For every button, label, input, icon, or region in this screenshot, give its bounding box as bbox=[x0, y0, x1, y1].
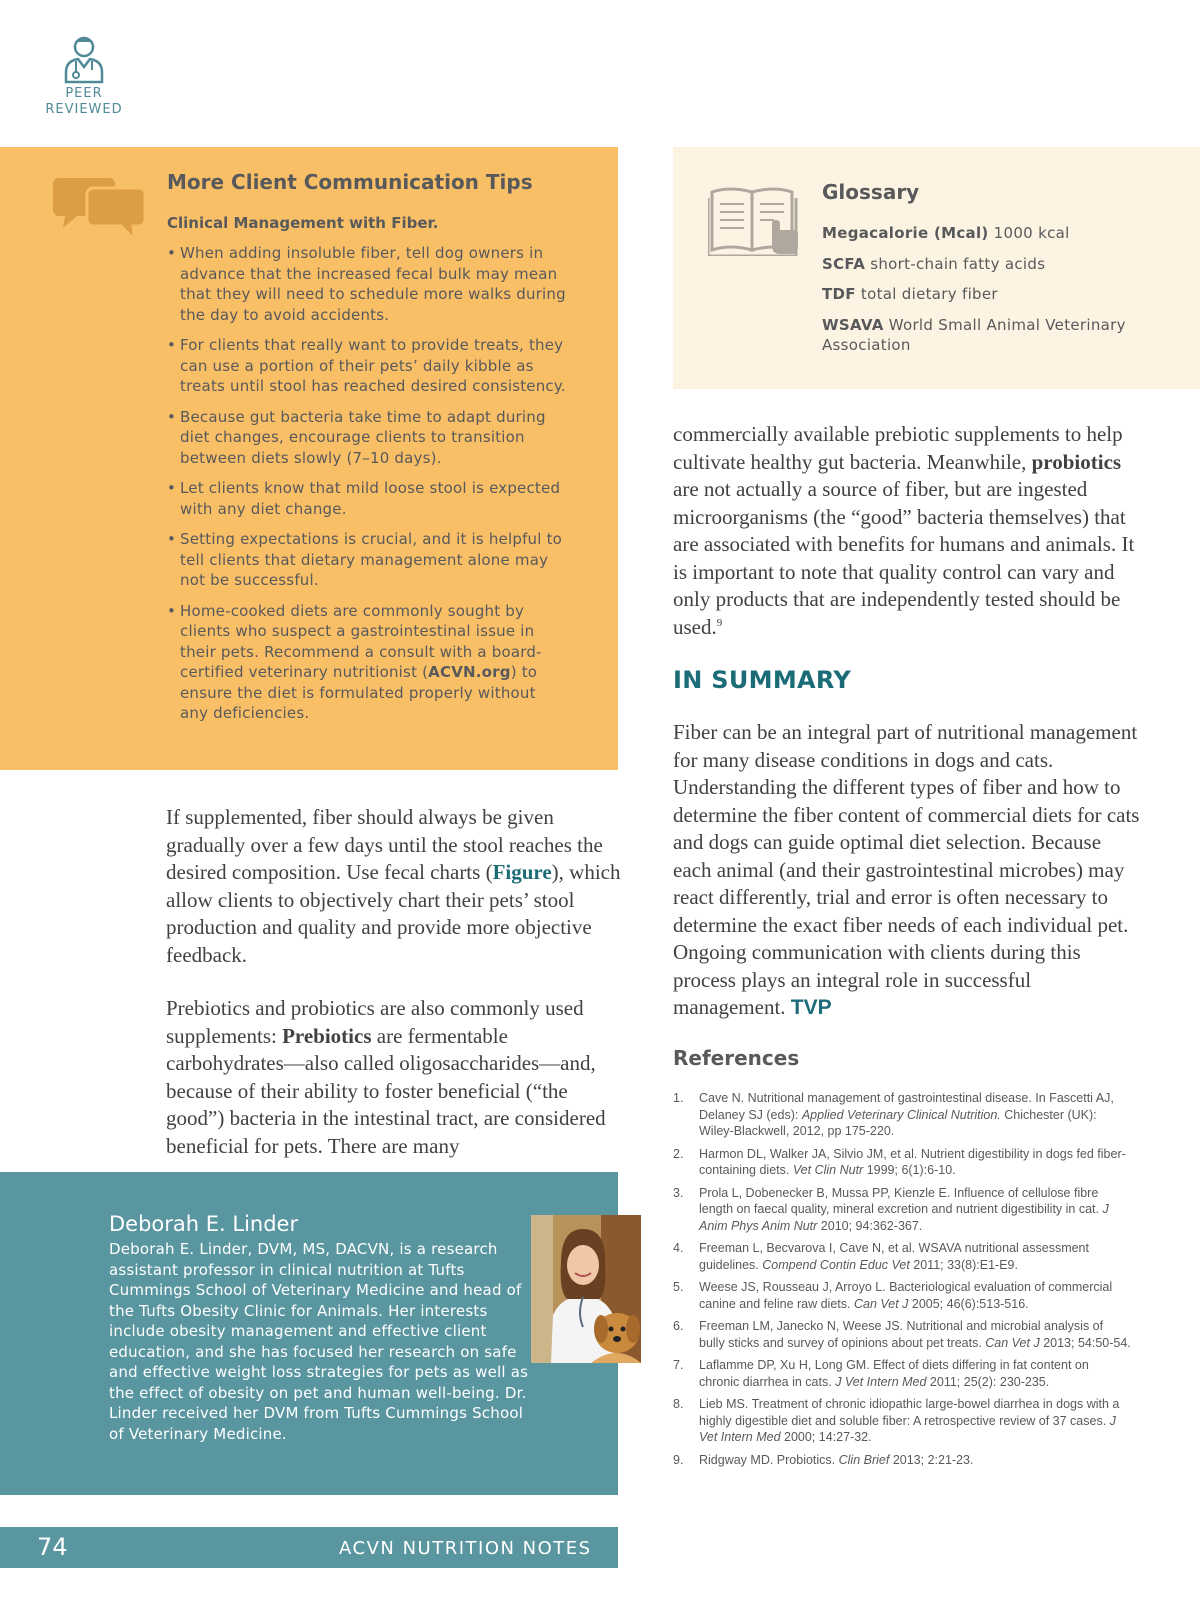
reference-journal: Can Vet J bbox=[853, 1296, 909, 1311]
reference-text: Freeman L, Becvarova I, Cave N, et al. WSAVA nutritional assessment guidelines. bbox=[699, 1241, 1089, 1272]
reference-journal: J Vet Intern Med bbox=[835, 1374, 927, 1389]
bullet: • bbox=[167, 479, 177, 497]
reference-journal: Can Vet J bbox=[985, 1335, 1040, 1350]
reference-number: 9. bbox=[673, 1452, 684, 1467]
peer-reviewed-badge bbox=[30, 34, 138, 118]
tip-text: Home-cooked diets are commonly sought by clients who suspect a gastrointestinal issue in their pets. Recommend a consult with a board-certified veterinary nutritionist ( bbox=[180, 601, 542, 681]
reference-item bbox=[673, 1185, 1131, 1235]
bullet: • bbox=[167, 530, 177, 548]
glossary-definition: 1000 kcal bbox=[993, 224, 1070, 242]
glossary-entry bbox=[822, 284, 1172, 305]
reference-journal: Clin Brief bbox=[838, 1452, 890, 1467]
list-item bbox=[167, 601, 567, 724]
reference-text: Freeman LM, Janecko N, Weese JS. Nutritional and microbial analysis of bully sticks and survey of opinions about pet treats. bbox=[699, 1319, 1104, 1350]
reference-journal: J Anim Phys Anim Nutr bbox=[699, 1202, 1109, 1233]
reviewed-label: REVIEWED bbox=[45, 102, 123, 117]
glossary-term: Megacalorie (Mcal) bbox=[822, 224, 989, 242]
reference-item bbox=[673, 1240, 1131, 1273]
tip-text: Let clients know that mild loose stool is expected with any diet change. bbox=[180, 479, 561, 518]
reference-item bbox=[673, 1357, 1131, 1390]
tips-title: More Client Communication Tips bbox=[167, 170, 533, 194]
right-column-text bbox=[673, 421, 1143, 641]
reference-text: 1999; 6(1):6-10. bbox=[863, 1163, 956, 1177]
acvn-link[interactable]: ACVN.org bbox=[428, 663, 511, 681]
footer-title: ACVN NUTRITION NOTES bbox=[339, 1538, 592, 1559]
list-item bbox=[167, 478, 567, 519]
reference-journal: Vet Clin Nutr bbox=[792, 1163, 864, 1177]
paragraph bbox=[673, 719, 1143, 1022]
peer-label: PEER bbox=[65, 86, 103, 101]
glossary-definition: total dietary fiber bbox=[860, 285, 998, 303]
glossary-entry bbox=[822, 315, 1172, 356]
reference-text: Cave N. Nutritional management of gastrointestinal disease. In Fascetti AJ, Delaney SJ (eds): bbox=[699, 1091, 1114, 1122]
reference-text: Chichester (UK): Wiley-Blackwell, 2012, pp 175-220. bbox=[699, 1107, 1097, 1138]
summary-text bbox=[673, 719, 1143, 1022]
glossary-definition: World Small Animal Veterinary Association bbox=[822, 315, 1126, 354]
bullet: • bbox=[167, 244, 177, 262]
text-run: Fiber can be an integral part of nutritional management for many disease conditions in dogs and cats. Understanding the different types of fiber and how to determine the fiber content of commercial diets for cats and dogs can guide optimal diet selection. Because each animal (and their gastrointestinal microbes) may react differently, trial and error is often necessary to determine the exact fiber needs of each individual pet. Ongoing communication with clients during this process plays an integral role in successful management. bbox=[673, 720, 1140, 1019]
page-number: 74 bbox=[37, 1533, 68, 1561]
speech-bubbles-icon bbox=[53, 174, 145, 246]
tvp-end-mark: TVP bbox=[790, 996, 832, 1019]
doctor-icon bbox=[61, 34, 107, 84]
bullet: • bbox=[167, 407, 177, 426]
text-run: ), which allow clients to objectively chart their pets’ stool production and quality and provide more objective feedback. bbox=[166, 860, 621, 967]
reference-text: Lieb MS. Treatment of chronic idiopathic large-bowel diarrhea in dogs with a highly digestible diet and soluble fiber: A retrospective review of 37 cases. bbox=[699, 1397, 1120, 1428]
tips-list bbox=[167, 243, 567, 734]
reference-text: 2011; 25(2): 230-235. bbox=[926, 1374, 1050, 1389]
citation-mark: 9 bbox=[716, 616, 723, 629]
reference-item bbox=[673, 1318, 1131, 1351]
reference-text: Prola L, Dobenecker B, Mussa PP, Kienzle E. Influence of cellulose fibre length on faecal quality, mineral excretion and nutrient digestibility in cat. bbox=[699, 1185, 1103, 1216]
left-column-text bbox=[166, 804, 621, 1186]
reference-text: 2000; 14:27-32. bbox=[780, 1430, 872, 1444]
tips-subtitle: Clinical Management with Fiber. bbox=[167, 214, 439, 232]
tip-text: Because gut bacteria take time to adapt during diet changes, encourage clients to transition between diets slowly (7–10 days). bbox=[180, 407, 546, 467]
reference-text: Laflamme DP, Xu H, Long GM. Effect of diets differing in fat content on chronic diarrhea in cats. bbox=[699, 1358, 1089, 1389]
reference-text: 2013; 2:21-23. bbox=[889, 1452, 974, 1467]
tip-text: Setting expectations is crucial, and it is helpful to tell clients that dietary management alone may not be successful. bbox=[180, 530, 563, 589]
reference-number: 2. bbox=[673, 1146, 684, 1161]
references-heading: References bbox=[673, 1046, 800, 1070]
reference-number: 6. bbox=[673, 1319, 684, 1333]
reference-journal: J Vet Intern Med bbox=[699, 1413, 1116, 1444]
reference-item bbox=[673, 1396, 1131, 1446]
reference-item bbox=[673, 1279, 1131, 1312]
bullet: • bbox=[167, 601, 177, 620]
text-run: If supplemented, fiber should always be given gradually over a few days until the stool reaches the desired composition. Use fecal charts ( bbox=[166, 805, 603, 884]
author-name: Deborah E. Linder bbox=[109, 1212, 299, 1236]
reference-number: 3. bbox=[673, 1185, 684, 1200]
glossary-definition: short-chain fatty acids bbox=[870, 254, 1046, 273]
list-item bbox=[167, 529, 567, 591]
reference-journal: Compend Contin Educ Vet bbox=[762, 1257, 910, 1272]
reference-text: 2005; 46(6):513-516. bbox=[908, 1296, 1029, 1311]
reference-item bbox=[673, 1090, 1131, 1140]
tip-text: For clients that really want to provide treats, they can use a portion of their pets’ daily kibble as treats until stool has reached desired consistency. bbox=[180, 336, 566, 395]
glossary-term: SCFA bbox=[822, 254, 866, 273]
reference-text: Weese JS, Rousseau J, Arroyo L. Bacteriological evaluation of commercial canine and feline raw diets. bbox=[699, 1280, 1113, 1311]
text-run: are not actually a source of fiber, but are ingested microorganisms (the “good” bacteria themselves) that are associated with benefits for humans and animals. It is important to note that quality control can vary and only products that are independently tested should be used. bbox=[673, 477, 1135, 639]
author-bio: Deborah E. Linder, DVM, MS, DACVN, is a research assistant professor in clinical nutrition at Tufts Cummings School of Veterinary Medicine and head of the Tufts Obesity Clinic for Animals. Her interests include obesity management and effective client education, and she has focused her research on safe and effective weight loss strategies for pets as well as the effect of obesity on pet and human well-being. Dr. Linder received her DVM from Tufts Cummings School of Veterinary Medicine. bbox=[109, 1240, 529, 1443]
reference-number: 4. bbox=[673, 1241, 684, 1255]
glossary-term: WSAVA bbox=[822, 315, 884, 334]
reference-text: Harmon DL, Walker JA, Silvio JM, et al. Nutrient digestibility in dogs fed fiber-containing diets. bbox=[699, 1146, 1126, 1177]
text-run: commercially available prebiotic supplements to help cultivate healthy gut bacteria. Meanwhile, bbox=[673, 422, 1123, 474]
list-item bbox=[167, 335, 567, 397]
tip-text: When adding insoluble fiber, tell dog owners in advance that the increased fecal bulk may mean that they will need to schedule more walks during the day to avoid accidents. bbox=[180, 244, 566, 324]
paragraph bbox=[166, 804, 621, 969]
reference-number: 8. bbox=[673, 1397, 684, 1411]
bullet: • bbox=[167, 336, 177, 354]
reference-number: 1. bbox=[673, 1091, 684, 1105]
reference-item bbox=[673, 1146, 1131, 1179]
list-item bbox=[167, 407, 567, 469]
reference-text: 2013; 54:50-54. bbox=[1039, 1335, 1131, 1350]
book-icon bbox=[708, 184, 800, 256]
bold-term: probiotics bbox=[1031, 449, 1122, 474]
glossary-entry bbox=[822, 223, 1172, 244]
reference-item bbox=[673, 1452, 1131, 1469]
author-photo bbox=[531, 1215, 641, 1363]
summary-heading: IN SUMMARY bbox=[673, 666, 852, 694]
paragraph bbox=[673, 421, 1143, 641]
reference-text: 2010; 94:362-367. bbox=[817, 1218, 923, 1233]
reference-number: 5. bbox=[673, 1280, 684, 1294]
references-list bbox=[673, 1090, 1131, 1474]
text-run: are fermentable carbohydrates—also called oligosaccharides—and, because of their ability to foster beneficial (“the good”) bacteria in the intestinal tract, are considered beneficial for pets. There are many bbox=[166, 1023, 606, 1158]
glossary-title: Glossary bbox=[822, 180, 920, 204]
paragraph bbox=[166, 995, 621, 1160]
glossary-entry bbox=[822, 254, 1172, 275]
text-run: Prebiotics and probiotics are also commonly used supplements: bbox=[166, 996, 584, 1048]
figure-link[interactable]: Figure bbox=[492, 860, 552, 884]
tip-text: ) to ensure the diet is formulated properly without any deficiencies. bbox=[180, 663, 538, 722]
reference-journal: Applied Veterinary Clinical Nutrition. bbox=[801, 1107, 1001, 1122]
reference-number: 7. bbox=[673, 1358, 684, 1372]
list-item bbox=[167, 243, 567, 325]
reference-text: 2011; 33(8):E1-E9. bbox=[909, 1257, 1018, 1272]
reference-text: Ridgway MD. Probiotics. bbox=[699, 1452, 839, 1467]
bold-term: Prebiotics bbox=[282, 1023, 372, 1048]
glossary-term: TDF bbox=[822, 285, 856, 303]
glossary-list bbox=[822, 223, 1172, 366]
